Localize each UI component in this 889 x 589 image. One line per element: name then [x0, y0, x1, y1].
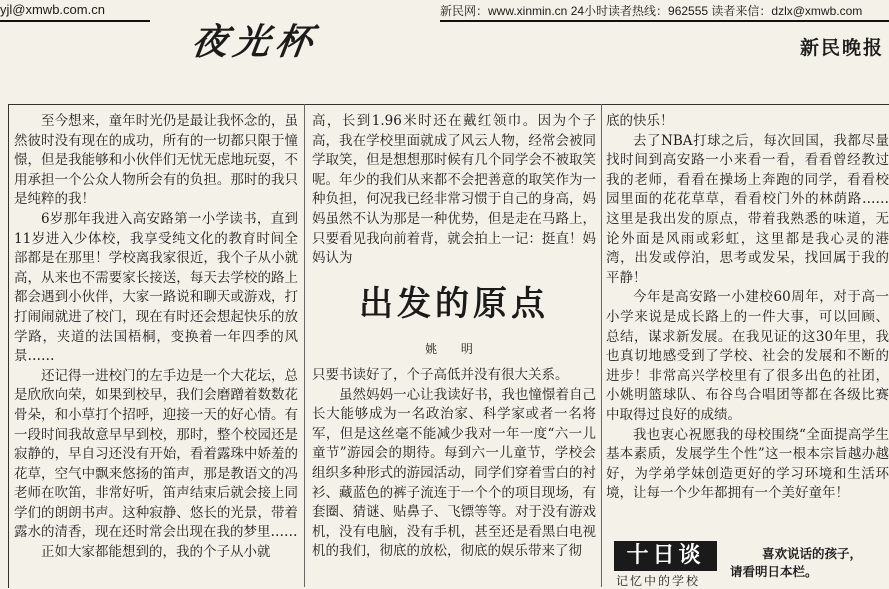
paragraph: 虽然妈妈一心让我读好书，我也憧憬着自己长大能够成为一名政治家、科学家或者一名将军，但是这丝毫不能减少我对一年一度“六一儿童节”游园会的期待。每到六一儿童节，学校会组织多种形式的游园活动，同学们穿着雪白的衬衫、藏蓝色的裤子流连于一个个的项目现场，有套圈、猜谜、贴鼻子、飞镖等等。对于没有游戏机，没有电脑，没有手机，甚至还是看黑白电视机的我们，彻底的放松，彻底的娱乐带来了彻 [312, 386, 596, 560]
column-series-subtitle: 记忆中的学校 [616, 574, 701, 588]
article-column-2-bottom [312, 366, 596, 562]
article-column-2-top [312, 112, 596, 269]
promo-line: 喜欢说话的孩子， [762, 546, 863, 561]
next-issue-promo [730, 545, 862, 581]
paragraph: 6岁那年我进入高安路第一小学读书，直到11岁进入少体校，我享受纯文化的教育时间全部都是在那里！学校离我家很近，我个子从小就高，从来也不需要家长接送，每天去学校的路上都会遇到小伙伴，大家一路说和聊天或游戏，打打闹闹就进了校门，现在有时还会想起快乐的放学路，夹道的法国梧桐，变换着一年四季的风景…… [14, 210, 298, 365]
column-logo: 夜光杯 [188, 21, 321, 63]
article-column-1 [14, 112, 298, 563]
paragraph: 至今想来，童年时光仍是最让我怀念的，虽然彼时没有现在的成功，所有的一切都只限于憧憬，但是我能够和小伙伴们无忧无虑地玩耍，不用承担一个公众人物所会有的负担。那时的我只是纯粹的我！ [14, 113, 298, 208]
newspaper-name: 新民晚报 [800, 37, 885, 59]
article-author: 姚 明 [425, 342, 483, 356]
column-series-label: 十日谈 [614, 541, 717, 571]
contact-info: 新民网：www.xinmin.cn 24小时读者热线：962555 读者来信：dzlx@xmwb.com [440, 4, 863, 18]
editor-email: yjl@xmwb.com.cn [0, 2, 105, 17]
article-column-3 [606, 112, 889, 532]
paragraph: 只要书读好了，个子高低并没有很大关系。 [312, 367, 569, 383]
article-title: 出发的原点 [359, 284, 549, 324]
header-rule [440, 20, 889, 22]
paragraph: 我也衷心祝愿我的母校围绕“全面提高学生基本素质，发展学生个性”这一根本宗旨越办越好，为学弟学妹创造更好的学习环境和生活环境，让每一个少年都拥有一个美好童年！ [606, 426, 889, 502]
paragraph: 底的快乐！ [606, 113, 674, 129]
header-rule [0, 20, 150, 22]
paragraph: 还记得一进校门的左手边是一个大花坛，总是欣欣向荣，如果到校早，我们会磨蹭着数数花骨朵，和小草打个招呼，迎接一天的好心情。有一段时间我故意早早到校，那时，整个校园还是寂静的，早自习还没有开始，看着露珠中娇羞的花草，空气中飘来悠扬的笛声，那是教语文的冯老师在吹笛，非常好听，笛声结束后就会接上同学们的朗朗书声。这种寂静、悠长的光景，带着露水的清香，现在还时常会出现在我的梦里…… [14, 367, 298, 541]
promo-line: 请看明日本栏。 [730, 564, 818, 579]
paragraph: 今年是高安路一小建校60周年，对于高一小学来说是成长路上的一件大事，可以回顾、总结，谋求新发展。在我见证的这30年里，我也真切地感受到了学校、社会的发展和不断的进步！非常高兴学校里有了很多出色的社团，小姚明篮球队、布谷鸟合唱团等都在各级比赛中取得过良好的成绩。 [606, 289, 889, 423]
column-divider [304, 104, 305, 587]
paragraph: 正如大家都能想到的，我的个子从小就 [41, 544, 271, 561]
paragraph: 高，长到1.96米时还在戴红领巾。因为个子高，我在学校里面就成了风云人物，经常会被同学取笑，但是想想那时候有几个同学会不被取笑呢。年少的我们从来都不会把善意的取笑作为一种负担，何况我已经非常习惯于自己的身高，妈妈虽然不认为那是一种优势，但是走在马路上，只要看见我向前着背，就会拍上一记：挺直！妈妈认为 [312, 113, 596, 267]
paragraph: 去了NBA打球之后，每次回国，我都尽量找时间到高安路一小来看一看，看看曾经教过我的老师，看看在操场上奔跑的同学，看看校园里面的花花草草，看看校门外的林荫路……这里是我出发的原点，带着我熟悉的味道，无论外面是风雨或彩虹，这里都是我心灵的港湾，出发或停泊，思考或发呆，找回属于我的平静！ [606, 132, 889, 286]
masthead [0, 0, 889, 63]
column-divider [601, 104, 602, 587]
